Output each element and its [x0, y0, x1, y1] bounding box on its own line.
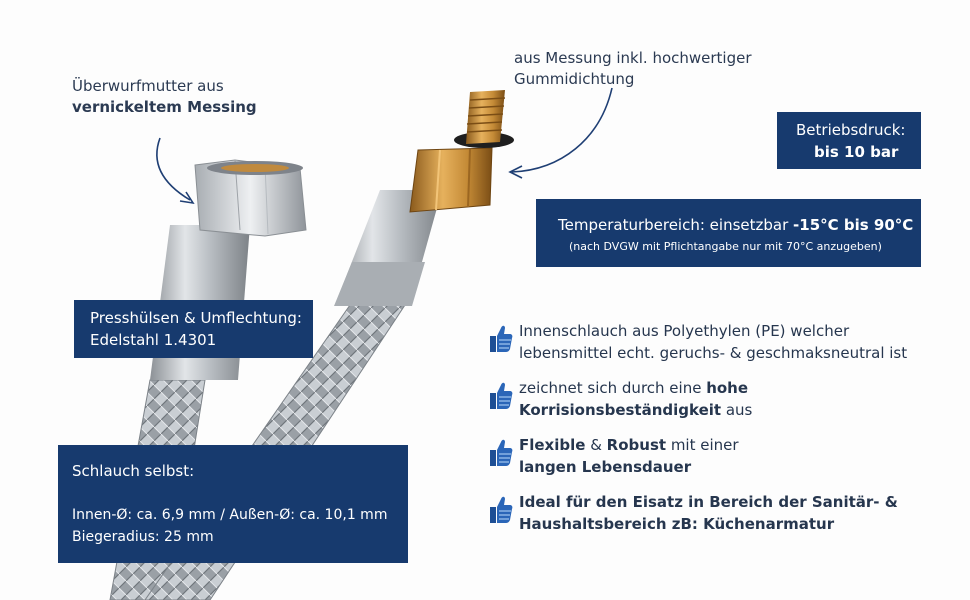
- feature-line1-bold-b: Robust: [606, 436, 667, 454]
- feature-line1-post: mit einer: [666, 436, 739, 454]
- material-box: [74, 300, 313, 358]
- feature-line1-bold: hohe: [706, 379, 749, 397]
- nut-arrow: [157, 138, 190, 200]
- feature-text: [519, 491, 898, 535]
- thumbs-up-icon: [487, 322, 513, 354]
- hose-spec-line2: Biegeradius: 25 mm: [72, 529, 214, 545]
- material-line2: Edelstahl 1.4301: [90, 331, 217, 349]
- thumbs-up-icon: [487, 493, 513, 525]
- thumbs-up-icon: [487, 379, 513, 411]
- temperature-line: [558, 215, 913, 235]
- pressure-label: Betriebsdruck:: [796, 121, 906, 139]
- temperature-box: [536, 199, 921, 267]
- temperature-value: -15°C bis 90°C: [793, 216, 914, 234]
- nut-callout-line2: vernickeltem Messing: [72, 98, 257, 116]
- feature-line1: Innenschlauch aus Polyethylen (PE) welcher: [519, 322, 850, 340]
- feature-line2-post: aus: [721, 401, 753, 419]
- fitting-callout-line1: aus Messung inkl. hochwertiger: [514, 49, 752, 67]
- pressure-value: bis 10 bar: [814, 143, 899, 161]
- feature-text: [519, 320, 907, 364]
- fitting-arrow: [512, 88, 612, 172]
- feature-text: [519, 377, 752, 421]
- hose-spec-box: [58, 445, 408, 563]
- temperature-note: (nach DVGW mit Pflichtangabe nur mit 70°C anzugeben): [569, 240, 882, 253]
- feature-line1-mid: &: [585, 436, 607, 454]
- feature-line2: Haushaltsbereich zB: Küchenarmatur: [519, 515, 835, 533]
- feature-line1-pre: zeichnet sich durch eine: [519, 379, 707, 397]
- thumbs-up-icon: [487, 436, 513, 468]
- feature-line2-bold: Korrisionsbeständigkeit: [519, 401, 722, 419]
- feature-text: [519, 434, 739, 478]
- pressure-box: [777, 112, 921, 169]
- hose-spec-title: Schlauch selbst:: [72, 462, 195, 480]
- feature-line1: Ideal für den Eisatz in Bereich der Sanitär- &: [519, 493, 898, 511]
- fitting-callout: [514, 48, 752, 90]
- nut-callout-line1: Überwurfmutter aus: [72, 77, 224, 95]
- temperature-label: Temperaturbereich: einsetzbar: [558, 216, 794, 234]
- material-line1: Presshülsen & Umflechtung:: [90, 309, 302, 327]
- hose-spec-line1: Innen-Ø: ca. 6,9 mm / Außen-Ø: ca. 10,1 mm: [72, 507, 388, 523]
- fitting-callout-line2: Gummidichtung: [514, 70, 635, 88]
- feature-line2: lebensmittel echt. geruchs- & geschmaksneutral ist: [519, 344, 908, 362]
- nut-callout: [72, 76, 257, 118]
- feature-line2-bold: langen Lebensdauer: [519, 458, 692, 476]
- feature-line1-bold-a: Flexible: [519, 436, 586, 454]
